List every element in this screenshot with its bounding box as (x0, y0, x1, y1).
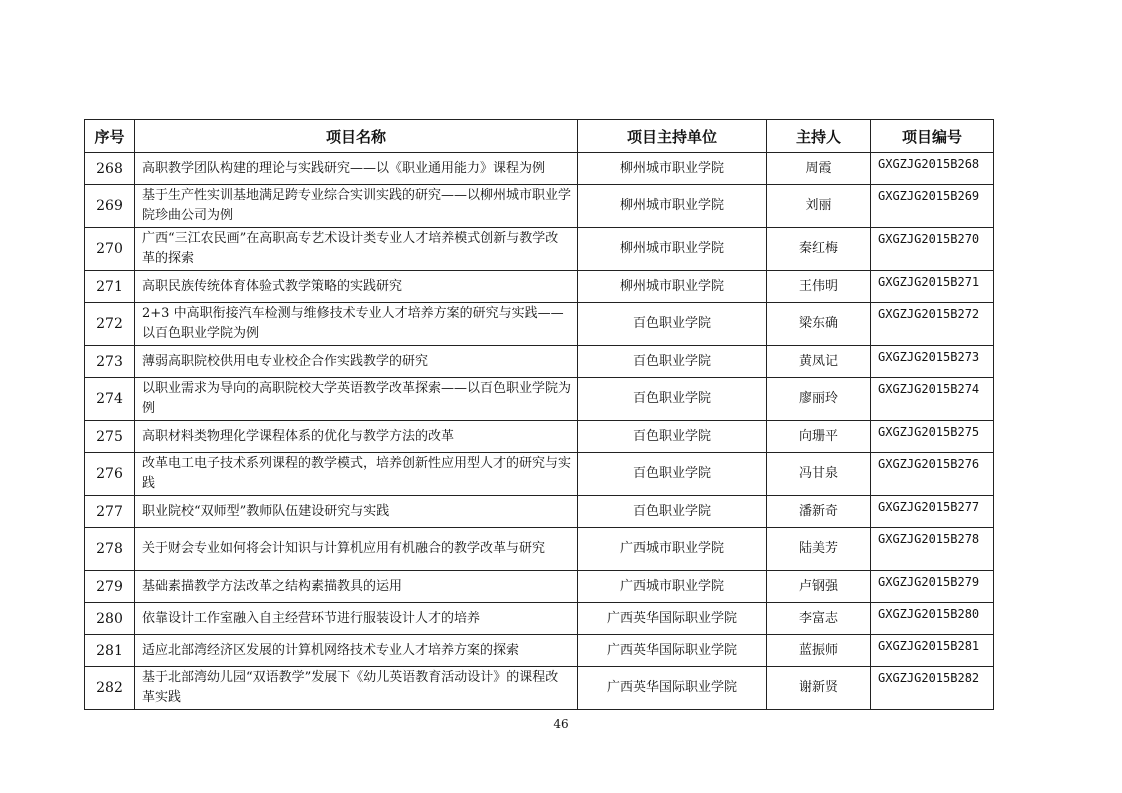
cell-code: GXGZJG2015B276 (871, 453, 994, 496)
cell-host: 陆美芳 (767, 528, 871, 571)
cell-code: GXGZJG2015B278 (871, 528, 994, 571)
cell-seq: 270 (85, 228, 135, 271)
cell-name: 高职民族传统体育体验式教学策略的实践研究 (135, 271, 578, 303)
cell-unit: 百色职业学院 (578, 303, 767, 346)
cell-seq: 271 (85, 271, 135, 303)
cell-seq: 268 (85, 153, 135, 185)
cell-name: 2+3 中高职衔接汽车检测与维修技术专业人才培养方案的研究与实践——以百色职业学院为例 (135, 303, 578, 346)
cell-code: GXGZJG2015B268 (871, 153, 994, 185)
cell-unit: 广西城市职业学院 (578, 528, 767, 571)
cell-code: GXGZJG2015B270 (871, 228, 994, 271)
header-project-code: 项目编号 (871, 120, 994, 153)
cell-seq: 281 (85, 635, 135, 667)
cell-unit: 柳州城市职业学院 (578, 271, 767, 303)
cell-seq: 279 (85, 571, 135, 603)
table-row (85, 635, 994, 667)
header-seq: 序号 (85, 120, 135, 153)
cell-code: GXGZJG2015B269 (871, 185, 994, 228)
table-row (85, 603, 994, 635)
page-number: 46 (553, 717, 569, 731)
cell-seq: 269 (85, 185, 135, 228)
cell-unit: 柳州城市职业学院 (578, 185, 767, 228)
table-row (85, 378, 994, 421)
cell-code: GXGZJG2015B273 (871, 346, 994, 378)
cell-name: 广西“三江农民画”在高职高专艺术设计类专业人才培养模式创新与教学改革的探索 (135, 228, 578, 271)
cell-unit: 广西英华国际职业学院 (578, 635, 767, 667)
cell-name: 薄弱高职院校供用电专业校企合作实践教学的研究 (135, 346, 578, 378)
cell-name: 高职教学团队构建的理论与实践研究——以《职业通用能力》课程为例 (135, 153, 578, 185)
table-row (85, 421, 994, 453)
cell-host: 梁东确 (767, 303, 871, 346)
cell-unit: 百色职业学院 (578, 496, 767, 528)
project-table (84, 119, 994, 710)
table-row (85, 185, 994, 228)
table-row (85, 496, 994, 528)
cell-code: GXGZJG2015B275 (871, 421, 994, 453)
cell-unit: 柳州城市职业学院 (578, 153, 767, 185)
cell-unit: 百色职业学院 (578, 453, 767, 496)
cell-host: 王伟明 (767, 271, 871, 303)
cell-seq: 275 (85, 421, 135, 453)
table-row (85, 667, 994, 710)
cell-seq: 278 (85, 528, 135, 571)
cell-unit: 柳州城市职业学院 (578, 228, 767, 271)
table-row (85, 303, 994, 346)
cell-code: GXGZJG2015B282 (871, 667, 994, 710)
cell-code: GXGZJG2015B272 (871, 303, 994, 346)
cell-host: 卢钢强 (767, 571, 871, 603)
cell-unit: 百色职业学院 (578, 421, 767, 453)
cell-host: 向珊平 (767, 421, 871, 453)
cell-host: 潘新奇 (767, 496, 871, 528)
cell-seq: 277 (85, 496, 135, 528)
cell-unit: 广西英华国际职业学院 (578, 667, 767, 710)
cell-host: 黄凤记 (767, 346, 871, 378)
cell-code: GXGZJG2015B277 (871, 496, 994, 528)
cell-name: 基于生产性实训基地满足跨专业综合实训实践的研究——以柳州城市职业学院珍曲公司为例 (135, 185, 578, 228)
cell-host: 蓝振师 (767, 635, 871, 667)
table-row (85, 453, 994, 496)
cell-code: GXGZJG2015B279 (871, 571, 994, 603)
cell-host: 刘丽 (767, 185, 871, 228)
cell-name: 依靠设计工作室融入自主经营环节进行服装设计人才的培养 (135, 603, 578, 635)
project-table-container (84, 119, 993, 710)
table-row (85, 346, 994, 378)
cell-name: 以职业需求为导向的高职院校大学英语教学改革探索——以百色职业学院为例 (135, 378, 578, 421)
cell-host: 周霞 (767, 153, 871, 185)
cell-host: 冯甘泉 (767, 453, 871, 496)
cell-name: 高职材料类物理化学课程体系的优化与教学方法的改革 (135, 421, 578, 453)
cell-name: 改革电工电子技术系列课程的教学模式，培养创新性应用型人才的研究与实践 (135, 453, 578, 496)
cell-name: 适应北部湾经济区发展的计算机网络技术专业人才培养方案的探索 (135, 635, 578, 667)
cell-code: GXGZJG2015B271 (871, 271, 994, 303)
cell-unit: 广西城市职业学院 (578, 571, 767, 603)
cell-name: 职业院校“双师型”教师队伍建设研究与实践 (135, 496, 578, 528)
cell-code: GXGZJG2015B280 (871, 603, 994, 635)
cell-seq: 273 (85, 346, 135, 378)
table-row (85, 528, 994, 571)
cell-code: GXGZJG2015B281 (871, 635, 994, 667)
table-row (85, 571, 994, 603)
table-row (85, 153, 994, 185)
cell-unit: 百色职业学院 (578, 378, 767, 421)
cell-host: 谢新贤 (767, 667, 871, 710)
cell-seq: 280 (85, 603, 135, 635)
header-project-name: 项目名称 (135, 120, 578, 153)
header-host: 主持人 (767, 120, 871, 153)
cell-unit: 百色职业学院 (578, 346, 767, 378)
cell-name: 基于北部湾幼儿园“双语教学”发展下《幼儿英语教育活动设计》的课程改革实践 (135, 667, 578, 710)
cell-host: 廖丽玲 (767, 378, 871, 421)
cell-seq: 282 (85, 667, 135, 710)
cell-seq: 272 (85, 303, 135, 346)
table-header-row (85, 120, 994, 153)
cell-seq: 274 (85, 378, 135, 421)
cell-name: 关于财会专业如何将会计知识与计算机应用有机融合的教学改革与研究 (135, 528, 578, 571)
table-row (85, 271, 994, 303)
cell-host: 秦红梅 (767, 228, 871, 271)
cell-host: 李富志 (767, 603, 871, 635)
cell-unit: 广西英华国际职业学院 (578, 603, 767, 635)
cell-code: GXGZJG2015B274 (871, 378, 994, 421)
cell-name: 基础素描教学方法改革之结构素描教具的运用 (135, 571, 578, 603)
table-row (85, 228, 994, 271)
cell-seq: 276 (85, 453, 135, 496)
header-host-unit: 项目主持单位 (578, 120, 767, 153)
